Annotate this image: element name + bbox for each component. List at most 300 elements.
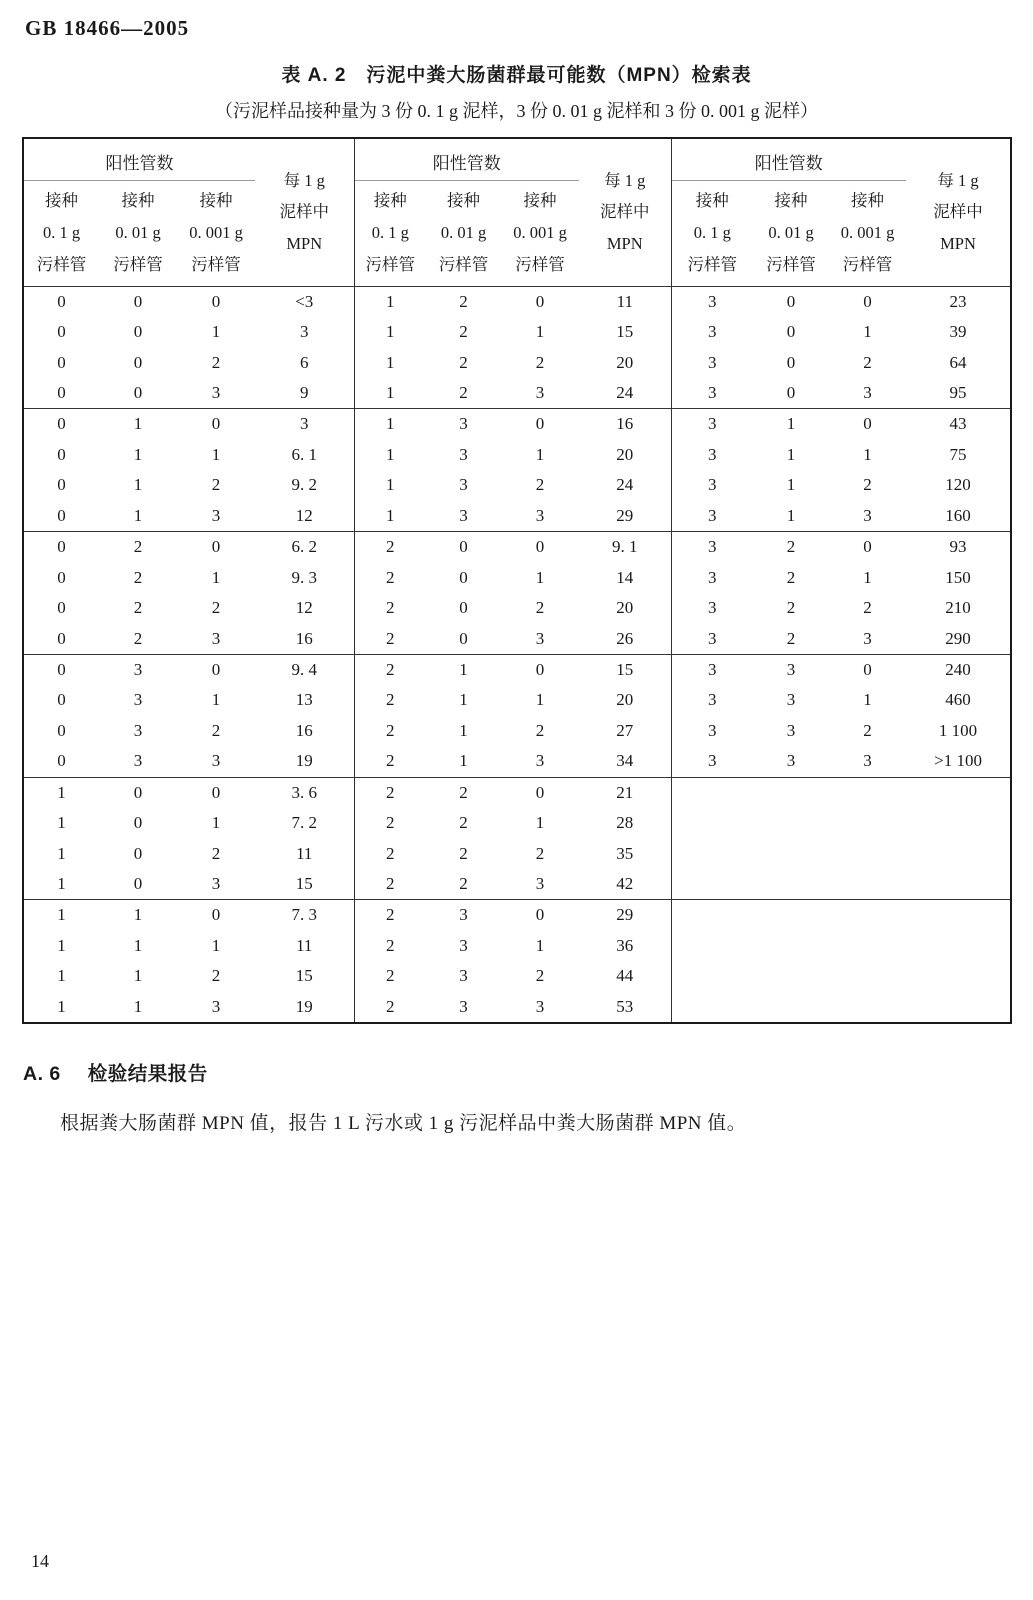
positive-tube-count-cell: 1	[133, 444, 143, 464]
mpn-value-cell	[906, 992, 1011, 1023]
positive-tube-count-cell: 1	[354, 409, 426, 440]
mpn-value-cell: 20	[579, 439, 671, 470]
positive-tube-count-cell: 0	[133, 874, 143, 894]
positive-tube-count-cell	[753, 808, 829, 839]
positive-tube-count-cell: 2	[133, 567, 143, 587]
positive-tube-count-cell: 2	[386, 751, 395, 771]
positive-tube-count-cell: 2	[354, 900, 426, 931]
table-row	[23, 501, 1011, 532]
table-row	[23, 869, 1011, 900]
mpn-value-cell: 39	[949, 322, 967, 342]
positive-tube-count-cell: 2	[211, 352, 221, 372]
positive-tube-count-cell: 2	[386, 996, 395, 1016]
positive-tube-count-cell: 1	[57, 996, 66, 1016]
mpn-value-cell: 9. 2	[255, 470, 354, 501]
table-row	[23, 593, 1011, 624]
positive-tube-count-cell: 0	[501, 900, 579, 931]
mpn-value-cell: 7. 3	[255, 900, 354, 931]
mpn-per-gram-header	[255, 138, 354, 286]
positive-tube-count-cell: 0	[829, 532, 906, 563]
positive-tube-count-cell: 3	[786, 690, 796, 710]
section-a6-paragraph: 根据粪大肠菌群 MPN 值，报告 1 L 污水或 1 g 污泥样品中粪大肠菌群 MPN 值。	[60, 1113, 747, 1134]
positive-tube-count-cell: 1	[57, 935, 66, 955]
mpn-value-cell	[906, 869, 1011, 900]
positive-tube-count-cell: 2	[535, 475, 545, 495]
table-row	[23, 654, 1011, 685]
positive-tube-count-cell: 0	[57, 628, 66, 648]
inoculation-column-header	[426, 180, 501, 286]
mpn-value-cell: 23	[949, 291, 967, 311]
positive-tube-count-cell: 3	[133, 720, 143, 740]
positive-tube-count-cell: 1	[786, 505, 796, 525]
positive-tube-count-cell: 1	[535, 444, 545, 464]
positive-tube-count-cell: 1	[535, 813, 545, 833]
table-row	[23, 808, 1011, 839]
mpn-value-cell: 15	[579, 654, 671, 685]
positive-tube-count-cell: 1	[99, 409, 177, 440]
inoculation-header-line: 污样管	[36, 254, 87, 274]
positive-tube-count-cell: 1	[211, 813, 221, 833]
positive-tube-count-cell: 1	[211, 444, 221, 464]
positive-tube-count-cell: 2	[535, 598, 545, 618]
inoculation-column-header	[99, 180, 177, 286]
positive-tube-count-cell: 2	[386, 598, 395, 618]
mpn-header-line: 泥样中	[279, 202, 329, 222]
positive-tube-count-cell: 0	[426, 532, 501, 563]
table-row	[23, 378, 1011, 409]
positive-tube-count-cell	[753, 961, 829, 992]
positive-tube-count-cell: 3	[708, 751, 717, 771]
mpn-value-cell: 75	[949, 444, 967, 464]
inoculation-header-line: 接种	[523, 191, 557, 211]
positive-tube-count-cell: 0	[57, 291, 66, 311]
mpn-value-cell: 9	[255, 378, 354, 409]
table-subtitle: （污泥样品接种量为 3 份 0. 1 g 泥样，3 份 0. 01 g 泥样和 3 份 0. 001 g 泥样）	[215, 101, 818, 121]
positive-tube-count-cell: 1	[99, 900, 177, 931]
positive-tube-count-cell	[671, 961, 753, 992]
inoculation-header-line: 0. 01 g	[115, 223, 161, 243]
positive-tube-count-cell: 1	[863, 690, 872, 710]
positive-tube-count-cell: 0	[57, 598, 66, 618]
mpn-value-cell: 14	[579, 562, 671, 593]
inoculation-header-line: 污样管	[766, 254, 816, 274]
positive-tube-count-cell: 2	[386, 628, 395, 648]
positive-tube-count-cell: 0	[177, 900, 255, 931]
inoculation-header-line: 0. 001 g	[513, 223, 567, 243]
inoculation-column-header	[501, 180, 579, 286]
mpn-value-cell: 24	[579, 378, 671, 409]
positive-tube-count-cell: 0	[459, 598, 468, 618]
positive-tube-count-cell: 2	[459, 322, 468, 342]
mpn-value-cell: 42	[579, 869, 671, 900]
mpn-value-cell: 21	[579, 777, 671, 808]
positive-tube-count-cell: 1	[133, 935, 143, 955]
positive-tube-count-cell: 3	[459, 966, 468, 986]
mpn-value-cell	[906, 900, 1011, 931]
positive-tube-count-cell: 2	[211, 598, 221, 618]
positive-tube-count-cell: 3	[708, 690, 717, 710]
inoculation-header-line: 接种	[774, 191, 808, 211]
positive-tube-count-cell: 0	[57, 352, 66, 372]
positive-tube-count-cell: 1	[211, 567, 221, 587]
positive-tube-count-cell	[671, 838, 753, 869]
mpn-value-cell: <3	[255, 286, 354, 317]
table-row	[23, 439, 1011, 470]
mpn-value-cell: 20	[579, 593, 671, 624]
mpn-value-cell	[906, 961, 1011, 992]
positive-tube-count-cell: 0	[786, 322, 796, 342]
positive-tube-count-cell: 1	[386, 505, 395, 525]
positive-tube-count-cell: 3	[535, 874, 545, 894]
positive-tube-count-cell: 1	[57, 874, 66, 894]
positive-tube-count-cell: 0	[133, 322, 143, 342]
positive-tube-count-cell: 3	[211, 751, 221, 771]
positive-tube-count-cell	[829, 930, 906, 961]
inoculation-header-line: 接种	[199, 191, 233, 211]
positive-tube-count-cell: 1	[23, 777, 99, 808]
positive-tube-count-cell: 2	[386, 935, 395, 955]
positive-tube-count-cell: 3	[211, 996, 221, 1016]
mpn-header-line: MPN	[286, 234, 323, 254]
positive-tube-count-cell: 2	[863, 720, 872, 740]
table-row	[23, 746, 1011, 777]
positive-tube-count-cell: 3	[133, 751, 143, 771]
positive-tube-count-cell: 1	[133, 966, 143, 986]
inoculation-column-header	[671, 180, 753, 286]
mpn-value-cell: 160	[945, 505, 971, 525]
positive-tube-count-cell: 2	[459, 874, 468, 894]
mpn-value-cell: 19	[255, 746, 354, 777]
positive-tube-count-cell: 0	[57, 322, 66, 342]
mpn-value-cell: 13	[255, 685, 354, 716]
positive-tube-count-cell	[753, 777, 829, 808]
mpn-value-cell: 28	[579, 808, 671, 839]
positive-tube-count-cell: 2	[211, 966, 221, 986]
mpn-value-cell: 20	[579, 685, 671, 716]
mpn-value-cell: 12	[255, 593, 354, 624]
mpn-table-body	[23, 286, 1011, 1023]
positive-tube-count-cell: 2	[863, 598, 872, 618]
section-a6-heading	[23, 1058, 208, 1086]
positive-tube-count-cell: 3	[535, 383, 545, 403]
positive-tube-count-cell: 2	[786, 598, 796, 618]
mpn-value-cell: 11	[255, 838, 354, 869]
positive-tube-count-cell: 3	[708, 628, 717, 648]
inoculation-header-line: 接种	[851, 191, 885, 211]
positive-tube-count-cell: 0	[23, 409, 99, 440]
mpn-value-cell: 7. 2	[255, 808, 354, 839]
positive-tube-count-cell: 3	[211, 628, 221, 648]
mpn-header-line: 每 1 g	[604, 170, 646, 190]
positive-tube-count-cell	[753, 992, 829, 1023]
positive-tube-count-cell: 2	[354, 654, 426, 685]
positive-tube-count-cell: 3	[708, 322, 717, 342]
mpn-value-cell: 210	[945, 598, 971, 618]
table-row	[23, 470, 1011, 501]
positive-tube-count-cell: 3	[535, 996, 545, 1016]
positive-tube-count-cell: 1	[23, 900, 99, 931]
positive-tube-count-cell: 0	[786, 383, 796, 403]
table-row	[23, 838, 1011, 869]
positive-tube-count-cell: 1	[786, 444, 796, 464]
section-a6-title: 检验结果报告	[87, 1063, 208, 1085]
mpn-value-cell: 3	[255, 317, 354, 348]
mpn-value-cell: 9. 3	[255, 562, 354, 593]
positive-tube-count-cell: 3	[671, 409, 753, 440]
inoculation-header-line: 0. 01 g	[768, 223, 814, 243]
positive-tube-count-cell: 0	[177, 654, 255, 685]
mpn-value-cell: 240	[906, 654, 1011, 685]
positive-tube-count-cell	[753, 869, 829, 900]
table-row	[23, 624, 1011, 655]
mpn-value-cell: 27	[579, 716, 671, 747]
positive-tube-count-cell: 3	[671, 654, 753, 685]
positive-tube-count-cell: 2	[386, 874, 395, 894]
positive-tube-count-cell: 3	[708, 352, 717, 372]
mpn-value-cell: 26	[579, 624, 671, 655]
mpn-value-cell: 9. 4	[255, 654, 354, 685]
inoculation-header-line: 接种	[447, 191, 480, 211]
table-row	[23, 900, 1011, 931]
inoculation-header-line: 接种	[373, 191, 407, 211]
table-row	[23, 317, 1011, 348]
table-row	[23, 562, 1011, 593]
positive-tube-count-cell: 0	[57, 690, 66, 710]
positive-tube-count-cell: 3	[535, 628, 545, 648]
positive-tube-count-cell: 0	[57, 383, 66, 403]
inoculation-header-line: 污样管	[365, 254, 415, 274]
positive-tube-count-cell: 2	[386, 720, 395, 740]
table-row	[23, 532, 1011, 563]
mpn-value-cell: 15	[579, 317, 671, 348]
mpn-value-cell: 15	[255, 961, 354, 992]
positive-tube-count-cell: 3	[708, 383, 717, 403]
positive-tube-count-cell: 1	[211, 322, 221, 342]
positive-tube-count-cell: 1	[753, 409, 829, 440]
section-a6-number: A. 6	[23, 1063, 61, 1085]
positive-tube-count-cell: 2	[133, 598, 143, 618]
positive-tube-count-cell: 3	[133, 690, 143, 710]
table-row	[23, 685, 1011, 716]
mpn-header-line: 泥样中	[600, 202, 650, 222]
table-row	[23, 992, 1011, 1023]
positive-tube-count-cell: 2	[211, 843, 221, 863]
positive-tube-count-cell	[671, 869, 753, 900]
mpn-value-cell: 150	[945, 567, 971, 587]
table-header	[23, 138, 1011, 286]
positive-tube-count-cell: 3	[708, 567, 717, 587]
positive-tube-count-cell: 1	[386, 475, 395, 495]
positive-tube-count-cell: 0	[459, 628, 468, 648]
positive-tube-count-cell: 0	[177, 777, 255, 808]
positive-tube-count-cell: 0	[133, 383, 143, 403]
mpn-value-cell: 15	[255, 869, 354, 900]
positive-tubes-header: 阳性管数	[23, 138, 255, 180]
mpn-value-cell: 3. 6	[255, 777, 354, 808]
positive-tube-count-cell: 0	[133, 291, 143, 311]
positive-tube-count-cell: 3	[459, 935, 468, 955]
mpn-value-cell	[906, 808, 1011, 839]
positive-tube-count-cell: 3	[459, 444, 468, 464]
table-row	[23, 409, 1011, 440]
standard-code: GB 18466—2005	[25, 16, 190, 40]
positive-tube-count-cell: 1	[459, 720, 468, 740]
table-row	[23, 777, 1011, 808]
positive-tube-count-cell: 0	[501, 532, 579, 563]
positive-tube-count-cell: 1	[863, 567, 872, 587]
inoculation-column-header	[354, 180, 426, 286]
mpn-header-line: 泥样中	[933, 202, 983, 222]
mpn-value-cell: 44	[579, 961, 671, 992]
positive-tube-count-cell: 3	[211, 383, 221, 403]
inoculation-header-line: 0. 1 g	[42, 223, 81, 243]
positive-tube-count-cell: 2	[863, 475, 872, 495]
positive-tube-count-cell: 1	[57, 843, 66, 863]
positive-tube-count-cell	[829, 777, 906, 808]
positive-tube-count-cell: 2	[863, 352, 872, 372]
positive-tube-count-cell: 1	[133, 996, 143, 1016]
positive-tube-count-cell	[829, 992, 906, 1023]
positive-tube-count-cell: 2	[459, 383, 468, 403]
positive-tube-count-cell: 3	[863, 383, 872, 403]
positive-tube-count-cell: 0	[57, 720, 66, 740]
positive-tube-count-cell: 2	[211, 720, 221, 740]
positive-tube-count-cell: 0	[501, 777, 579, 808]
inoculation-column-header	[177, 180, 255, 286]
positive-tube-count-cell	[753, 930, 829, 961]
positive-tube-count-cell: 0	[863, 291, 872, 311]
positive-tube-count-cell: 0	[177, 532, 255, 563]
positive-tube-count-cell: 3	[708, 720, 717, 740]
positive-tube-count-cell: 2	[386, 690, 395, 710]
positive-tube-count-cell: 3	[211, 874, 221, 894]
positive-tube-count-cell: 0	[23, 532, 99, 563]
positive-tube-count-cell	[671, 992, 753, 1023]
positive-tube-count-cell: 1	[786, 475, 796, 495]
positive-tube-count-cell: 2	[211, 475, 221, 495]
mpn-value-cell: 6. 1	[255, 439, 354, 470]
mpn-value-cell: 29	[579, 501, 671, 532]
mpn-value-cell: 53	[579, 992, 671, 1023]
inoculation-header-line: 接种	[695, 191, 729, 211]
positive-tubes-header: 阳性管数	[671, 138, 906, 180]
positive-tube-count-cell: 2	[459, 813, 468, 833]
positive-tube-count-cell: 2	[386, 843, 395, 863]
positive-tube-count-cell: 1	[386, 444, 395, 464]
positive-tube-count-cell: 1	[535, 322, 545, 342]
positive-tube-count-cell: 1	[57, 966, 66, 986]
inoculation-header-line: 0. 1 g	[371, 223, 409, 243]
mpn-value-cell: 16	[579, 409, 671, 440]
positive-tube-count-cell: 3	[708, 291, 717, 311]
positive-tube-count-cell: 1	[863, 322, 872, 342]
mpn-value-cell: 64	[949, 352, 967, 372]
inoculation-header-line: 污样管	[438, 254, 489, 274]
table-row	[23, 961, 1011, 992]
positive-tube-count-cell: 2	[459, 352, 468, 372]
positive-tube-count-cell: 1	[386, 352, 395, 372]
positive-tube-count-cell: 1	[535, 935, 545, 955]
positive-tubes-header: 阳性管数	[354, 138, 579, 180]
mpn-value-cell: 6. 2	[255, 532, 354, 563]
positive-tube-count-cell	[829, 961, 906, 992]
positive-tube-count-cell: 1	[459, 751, 468, 771]
positive-tube-count-cell: 1	[459, 690, 468, 710]
positive-tube-count-cell	[753, 838, 829, 869]
mpn-value-cell: 29	[579, 900, 671, 931]
positive-tube-count-cell: 2	[354, 532, 426, 563]
positive-tube-count-cell: 0	[829, 654, 906, 685]
mpn-value-cell: 36	[579, 930, 671, 961]
positive-tube-count-cell: 2	[535, 843, 545, 863]
mpn-value-cell: 16	[255, 624, 354, 655]
page-number: 14	[31, 1551, 49, 1571]
positive-tube-count-cell: 2	[459, 843, 468, 863]
table-title: 表 A. 2 污泥中粪大肠菌群最可能数（MPN）检索表	[281, 65, 752, 86]
positive-tube-count-cell: 2	[386, 567, 395, 587]
positive-tube-count-cell: 2	[426, 777, 501, 808]
mpn-per-gram-header	[906, 138, 1011, 286]
positive-tube-count-cell: 2	[535, 352, 545, 372]
positive-tube-count-cell	[671, 900, 753, 931]
mpn-value-cell: >1 100	[934, 751, 982, 771]
positive-tube-count-cell: 1	[386, 291, 395, 311]
positive-tube-count-cell: 0	[57, 567, 66, 587]
positive-tube-count-cell: 1	[133, 505, 143, 525]
positive-tube-count-cell: 0	[211, 291, 221, 311]
inoculation-header-line: 接种	[45, 191, 78, 211]
mpn-per-gram-header	[579, 138, 671, 286]
positive-tube-count-cell: 2	[133, 628, 143, 648]
mpn-header-line: MPN	[940, 234, 976, 254]
positive-tube-count-cell: 3	[535, 751, 545, 771]
mpn-lookup-table	[22, 137, 1012, 1024]
mpn-value-cell: 120	[945, 475, 971, 495]
positive-tube-count-cell: 0	[23, 654, 99, 685]
mpn-header-line: 每 1 g	[283, 170, 325, 190]
positive-tube-count-cell: 1	[535, 690, 545, 710]
mpn-value-cell: 6	[255, 347, 354, 378]
mpn-value-cell: 12	[255, 501, 354, 532]
positive-tube-count-cell: 0	[57, 475, 66, 495]
table-row	[23, 930, 1011, 961]
mpn-value-cell	[906, 777, 1011, 808]
positive-tube-count-cell: 3	[863, 505, 872, 525]
positive-tube-count-cell: 3	[863, 628, 872, 648]
positive-tube-count-cell: 2	[459, 291, 468, 311]
positive-tube-count-cell: 3	[708, 475, 717, 495]
positive-tube-count-cell: 0	[133, 843, 143, 863]
inoculation-column-header	[23, 180, 99, 286]
mpn-value-cell: 460	[945, 690, 971, 710]
mpn-value-cell: 35	[579, 838, 671, 869]
positive-tube-count-cell: 3	[426, 409, 501, 440]
positive-tube-count-cell: 1	[57, 813, 66, 833]
positive-tube-count-cell	[671, 777, 753, 808]
mpn-value-cell: 19	[255, 992, 354, 1023]
mpn-value-cell: 93	[906, 532, 1011, 563]
positive-tube-count-cell: 0	[829, 409, 906, 440]
positive-tube-count-cell: 1	[426, 654, 501, 685]
positive-tube-count-cell: 3	[671, 532, 753, 563]
positive-tube-count-cell: 3	[708, 444, 717, 464]
positive-tube-count-cell: 0	[535, 291, 545, 311]
mpn-value-cell: 9. 1	[579, 532, 671, 563]
positive-tube-count-cell: 3	[863, 751, 872, 771]
positive-tube-count-cell: 0	[133, 352, 143, 372]
positive-tube-count-cell: 0	[786, 352, 796, 372]
positive-tube-count-cell: 1	[211, 935, 221, 955]
